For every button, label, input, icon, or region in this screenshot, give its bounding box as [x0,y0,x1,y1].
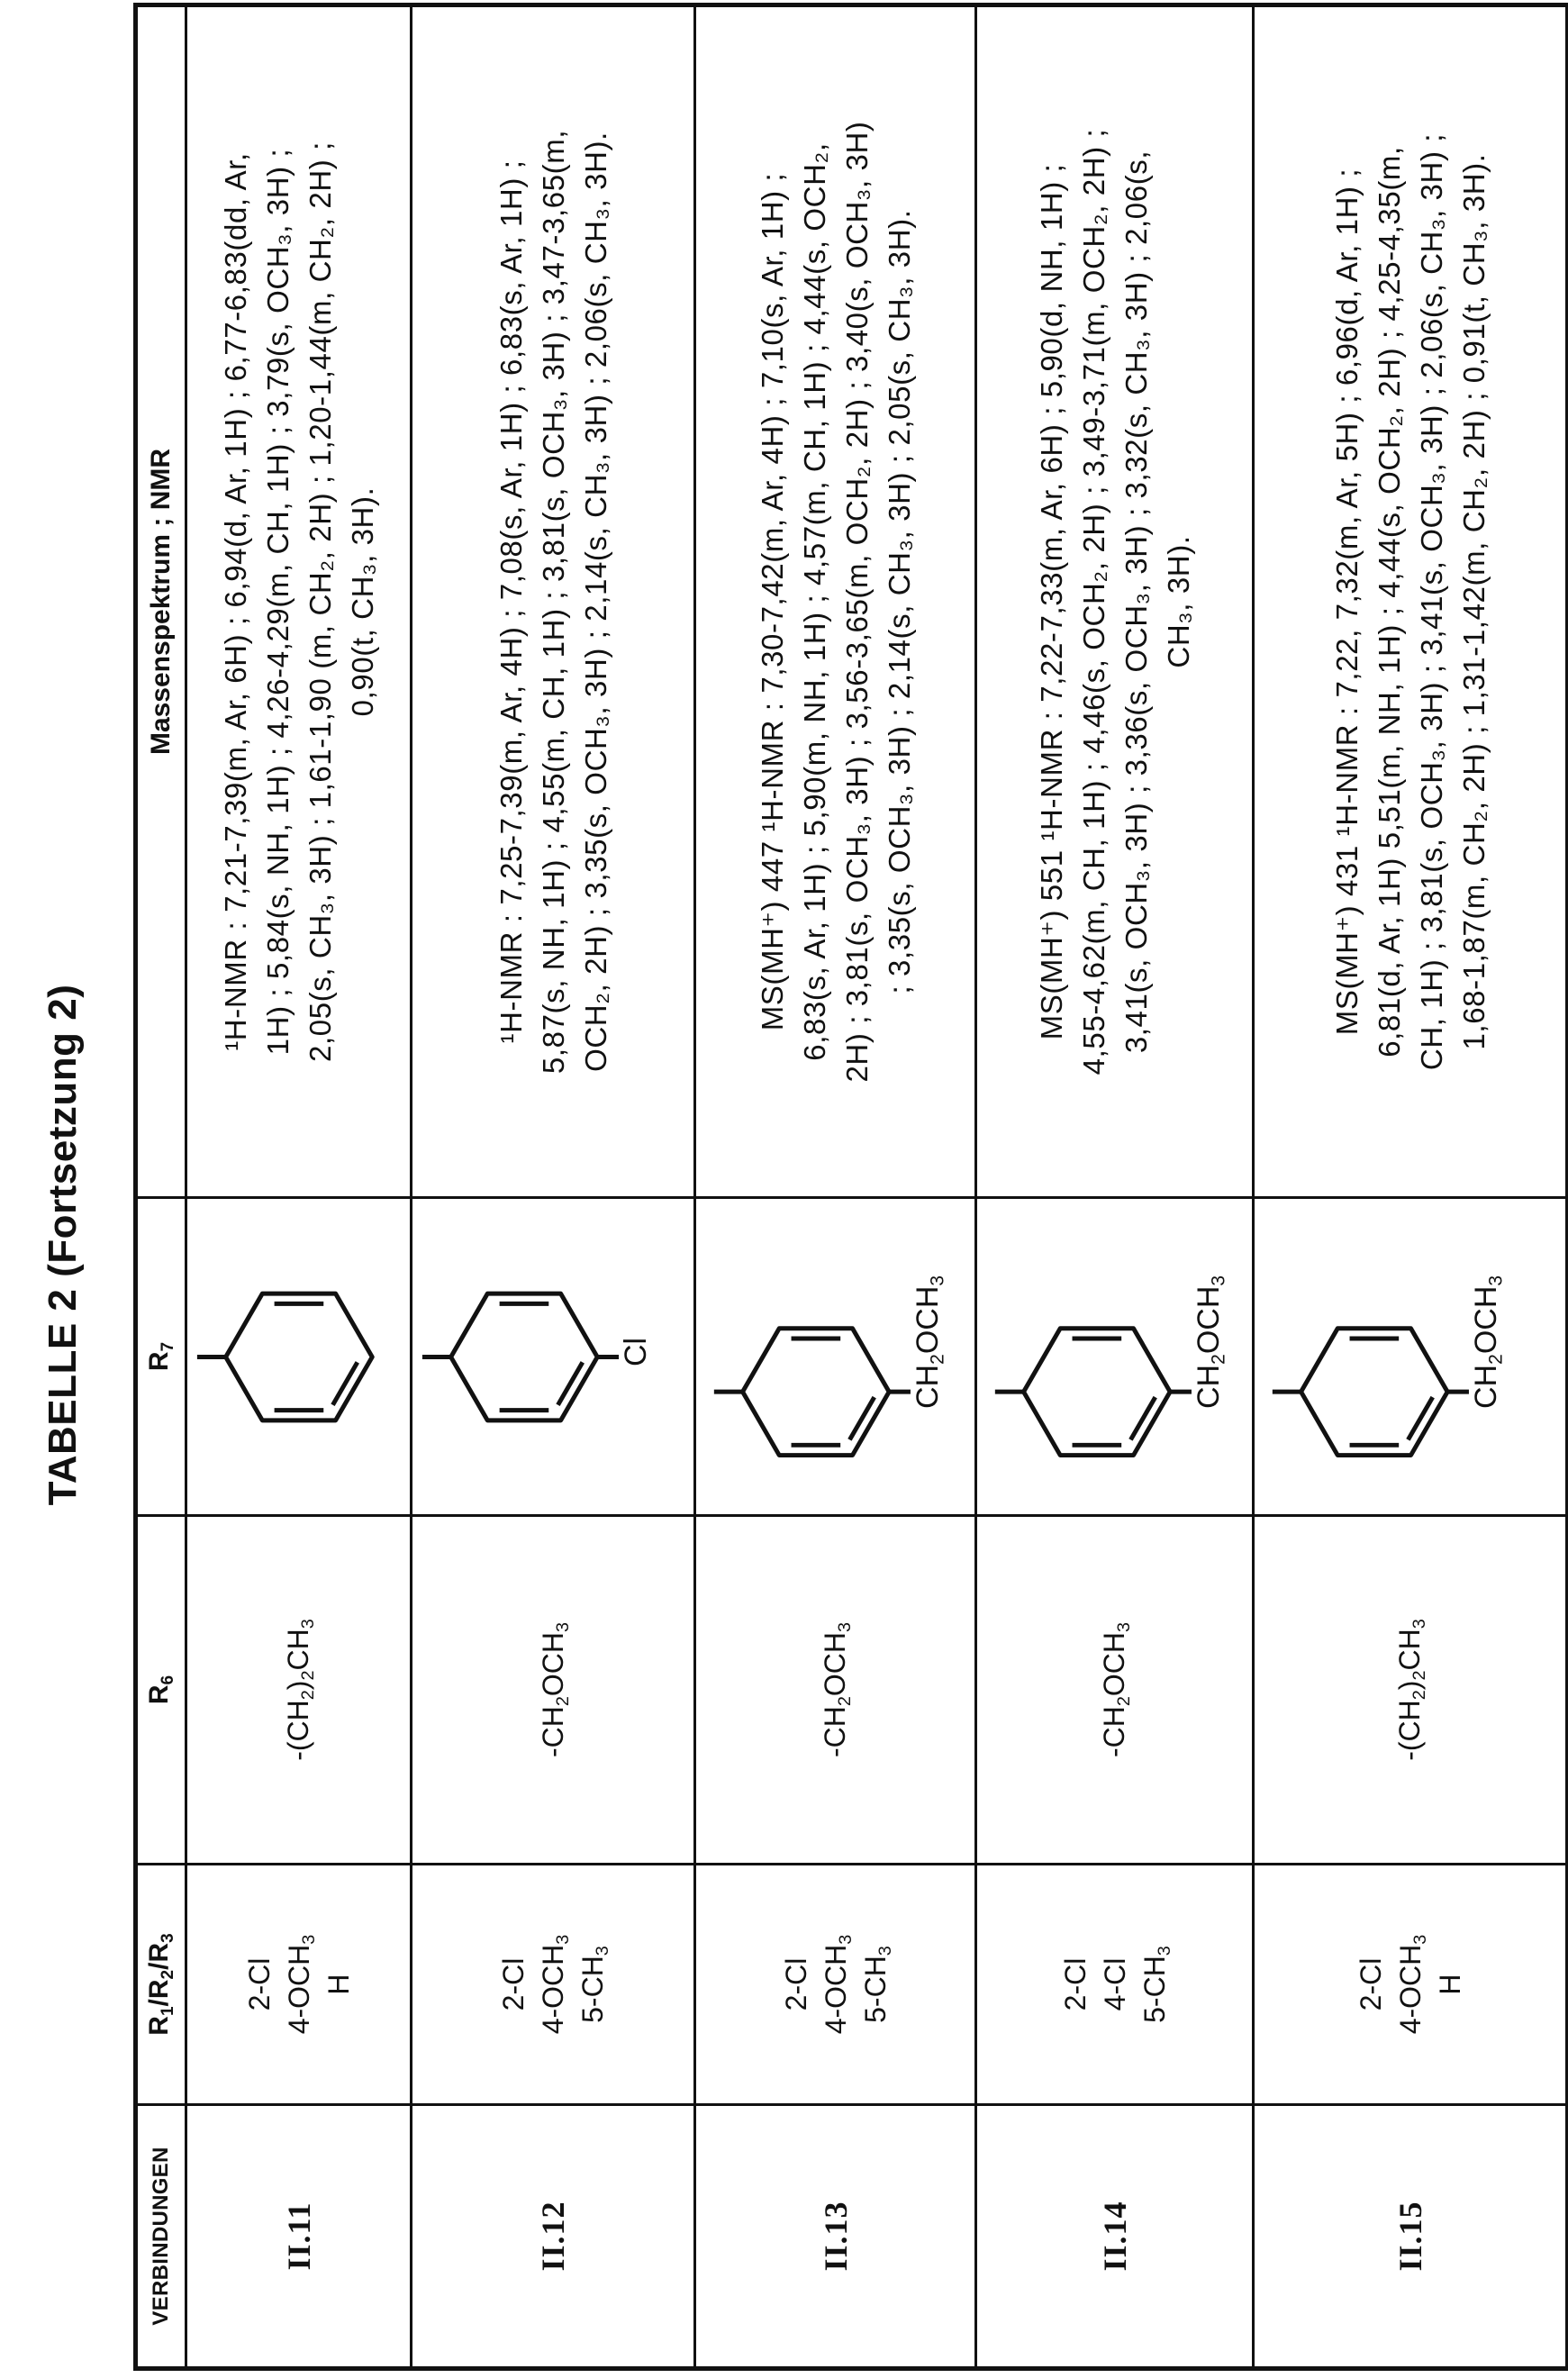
r7-cell [412,1198,695,1516]
substituent-line: $5-CH_3$ [1137,1946,1174,2023]
phenyl-ring-structure [187,1199,410,1514]
compound-id: II.12 [535,2201,571,2272]
para-substituent-label: $CH_2OCH_3$ [1469,1275,1507,1409]
para-substituent-label: $CH_2OCH_3$ [1192,1275,1229,1409]
r6-cell [976,1516,1254,1865]
nmr-cell [695,5,976,1198]
r1-r2-r3-values [776,1865,895,2103]
r6-cell [1254,1516,1568,1865]
substituent-line: $5-CH_3$ [576,1946,612,2023]
r6-value: $-CH_2OCH_3$ [819,1621,855,1758]
nmr-text-line: 2H) ; 3,81(s, OCH₃, 3H) ; 3,56-3,65(m, OCH₂, 2H) ; 3,40(s, OCH₃, 3H) [839,121,874,1083]
r6-value: $-(CH_2)_2CH_3$ [1393,1619,1429,1761]
substituent-line: $4-OCH_3$ [819,1934,856,2035]
r1-r2-r3-values [240,1865,358,2103]
table-row-ii-13 [695,5,976,2369]
nmr-text-line: 1,68-1,87(m, CH₂, 2H) ; 1,31-1,42(m, CH₂, 2H) ; 0,91(t, CH₃, 3H). [1456,153,1491,1050]
table-row-ii-11 [186,5,412,2369]
substituent-line: 2-Cl [1354,1957,1387,2011]
r6-cell [412,1516,695,1865]
nmr-text-line: MS(MH⁺) 431 ¹H-NMR : 7,22, 7,32(m, Ar, 5H) ; 6,96(d, Ar, 1H) ; [1329,168,1364,1036]
r1-r2-r3-cell [695,1865,976,2105]
r1-r2-r3-cell [1254,1865,1568,2105]
r1-r2-r3-cell [186,1865,412,2105]
rotated-table-sheet [41,7,1565,2371]
r6-cell [695,1516,976,1865]
phenyl-ring-structure [696,1199,974,1514]
nmr-text-line: 2,05(s, CH₃, 3H) ; 1,61-1,90 (m, CH₂, 2H) ; 1,20-1,44(m, CH₂, 2H) ; [303,141,337,1062]
table-row-ii-12 [412,5,695,2369]
substituent-line: H [322,1974,355,1995]
r1-r2-r3-values [1351,1865,1470,2103]
header-r7: $R_7$ [136,1198,186,1516]
nmr-cell [1254,5,1568,1198]
compound-id: II.11 [280,2201,317,2271]
data-table [133,3,1568,2371]
nmr-text-line: 4,55-4,62(m, CH, 1H) ; 4,46(s, OCH₂, 2H) ; 3,49-3,71(m, OCH₂, 2H) ; [1076,128,1110,1076]
header-r1-r2-r3: $R_1/R_2/R_3$ [136,1865,186,2105]
r6-value: $-CH_2OCH_3$ [1098,1621,1134,1758]
compound-id: II.14 [1096,2201,1133,2272]
r6-cell [186,1516,412,1865]
para-substituent-label: Cl [619,1337,653,1366]
compound-id-cell [1254,2105,1568,2369]
compound-id-cell [976,2105,1254,2369]
r1-r2-r3-values [1056,1865,1174,2103]
substituent-line: 2-Cl [242,1957,276,2011]
nmr-cell [186,5,412,1198]
nmr-text-line: ; 3,35(s, OCH₃, 3H) ; 2,14(s, CH₃, 3H) ; 2,05(s, CH₃, 3H). [882,209,916,994]
nmr-text-line: 3,41(s, OCH₃, 3H) ; 3,36(s, OCH₃, 3H) ; 3,32(s, CH₃, 3H) ; 2,06(s, [1119,150,1153,1054]
r1-r2-r3-cell [412,1865,695,2105]
nmr-text-line: CH, 1H) ; 3,81(s, OCH₃, 3H) ; 3,41(s, OCH₃, 3H) ; 2,06(s, CH₃, 3H) ; [1414,132,1448,1071]
header-r6: $R_6$ [136,1516,186,1865]
header-nmr: Massenspektrum ; NMR [136,5,186,1198]
nmr-text-line: 6,81(d, Ar, 1H) 5,51(m, NH, 1H) ; 4,44(s, OCH₂, 2H) ; 4,25-4,35(m, [1372,146,1406,1057]
header-row [136,5,186,2369]
nmr-text-line: MS(MH⁺) 551 ¹H-NMR : 7,22-7,33(m, Ar, 6H) ; 5,90(d, NH, 1H) ; [1034,163,1068,1040]
header-compounds: VERBINDUNGEN [136,2105,186,2369]
substituent-line: $5-CH_3$ [858,1946,895,2023]
compound-id-cell [186,2105,412,2369]
compound-id: II.15 [1391,2201,1428,2272]
nmr-text-line: ¹H-NMR : 7,21-7,39(m, Ar, 6H) ; 6,94(d, Ar, 1H) ; 6,77-6,83(dd, Ar, [218,152,252,1051]
substituent-line: $4-OCH_3$ [282,1934,319,2035]
r1-r2-r3-cell [976,1865,1254,2105]
nmr-text-line: CH₃, 3H). [1161,535,1195,668]
nmr-text-line: 6,83(s, Ar, 1H) ; 5,90(m, NH, 1H) ; 4,57(m, CH, 1H) ; 4,44(s, OCH₂, [797,142,831,1061]
substituent-line: $4-OCH_3$ [1393,1934,1430,2035]
substituent-line: H [1433,1974,1466,1995]
table-title: TABELLE 2 (Fortsetzung 2) [41,984,85,1506]
table-row-ii-15 [1254,5,1568,2369]
nmr-text-line: ¹H-NMR : 7,25-7,39(m, Ar, 4H) ; 7,08(s, Ar, 1H) ; 6,83(s, Ar, 1H) ; [494,159,528,1044]
nmr-cell [412,5,695,1198]
compound-id-cell [695,2105,976,2369]
r6-value: $-(CH_2)_2CH_3$ [282,1619,318,1761]
substituent-line: 4-Cl [1098,1957,1131,2011]
r7-cell [1254,1198,1568,1516]
nmr-text-line: 1H) ; 5,84(s, NH, 1H) ; 4,26-4,29(m, CH, 1H) ; 3,79(s, OCH₃, 3H) ; [260,148,295,1056]
substituent-line: 2-Cl [497,1957,530,2011]
r1-r2-r3-values [494,1865,612,2103]
substituent-line: 2-Cl [1058,1957,1092,2011]
nmr-text-line: MS(MH⁺) 447 ¹H-NMR : 7,30-7,42(m, Ar, 4H) ; 7,10(s, Ar, 1H) ; [755,172,789,1031]
r7-cell [976,1198,1254,1516]
para-substituent-label: $CH_2OCH_3$ [911,1275,948,1409]
nmr-cell [976,5,1254,1198]
phenyl-ring-structure [1255,1199,1565,1514]
nmr-text-line: 0,90(t, CH₃, 3H). [345,486,379,717]
compound-id: II.13 [817,2201,854,2272]
substituent-line: 2-Cl [779,1957,812,2011]
phenyl-ring-structure [412,1199,693,1514]
substituent-line: $4-OCH_3$ [537,1934,573,2035]
r6-value: $-CH_2OCH_3$ [536,1621,573,1758]
table-row-ii-14 [976,5,1254,2369]
compound-id-cell [412,2105,695,2369]
nmr-text-line: OCH₂, 2H) ; 3,35(s, OCH₃, 3H) ; 2,14(s, CH₃, 3H) ; 2,06(s, CH₃, 3H). [578,132,612,1072]
nmr-text-line: 5,87(s, NH, 1H) ; 4,55(m, CH, 1H) ; 3,81(s, OCH₃, 3H) ; 3,47-3,65(m, [536,129,570,1075]
r7-cell [186,1198,412,1516]
phenyl-ring-structure [977,1199,1252,1514]
r7-cell [695,1198,976,1516]
